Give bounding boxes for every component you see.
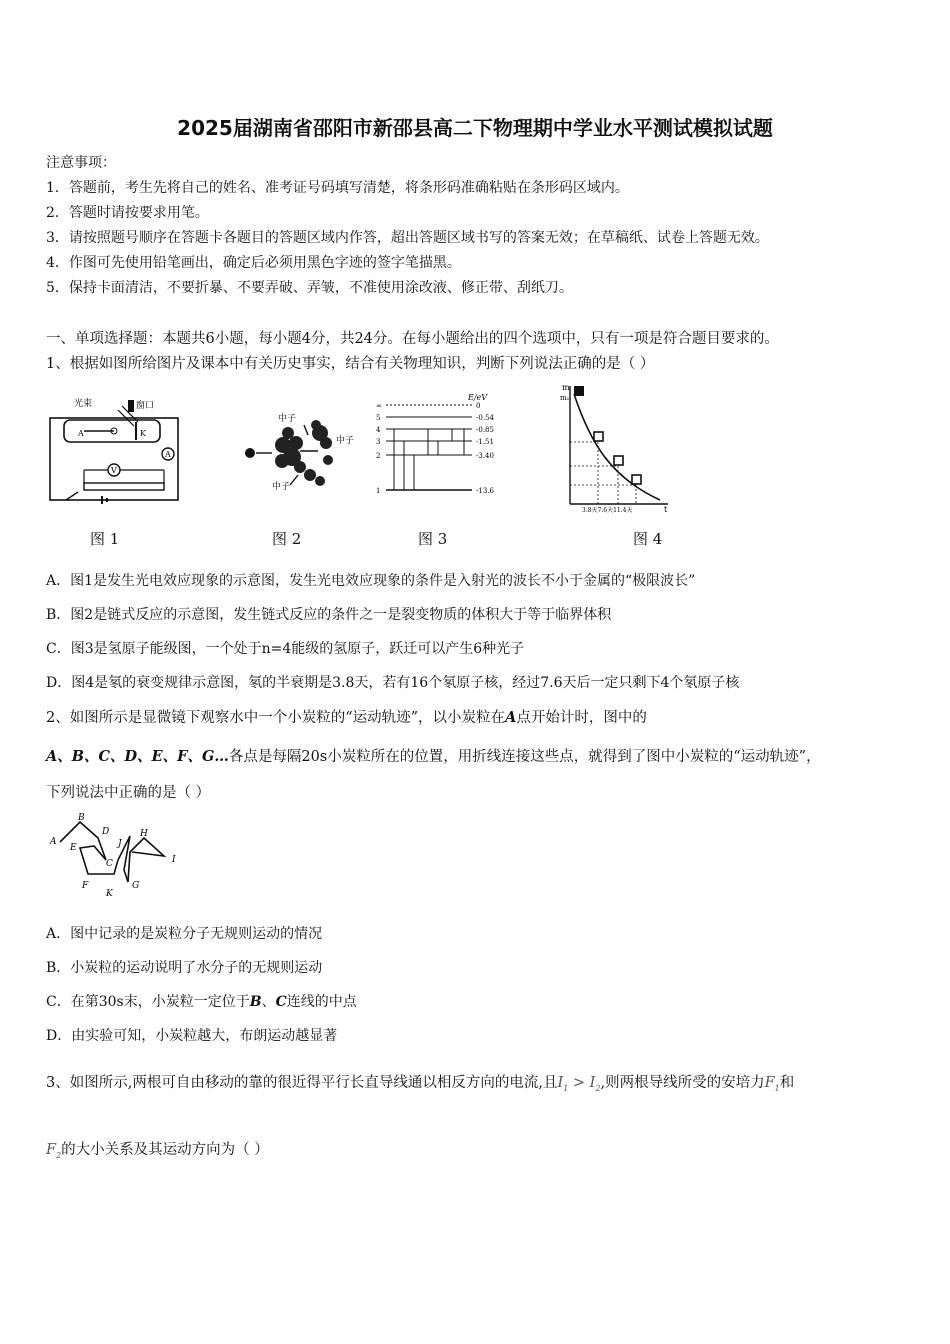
fig4-m0: m₀ [560,394,570,402]
q3-stem-line-2: $F_2$的大小关系及其运动方向为（ ） [46,1142,269,1160]
notice-item-2: 2．答题时请按要求用笔。 [46,205,209,221]
notice-item-1: 1．答题前，考生先将自己的姓名、准考证号码填写清楚，将条形码准确粘贴在条形码区域内。 [46,180,629,196]
section-heading: 一、单项选择题：本题共6小题，每小题4分，共24分。在每小题给出的四个选项中，只有一项是符合题目要求的。 [46,331,779,347]
q1-option-c[interactable]: C．图3是氢原子能级图，一个处于n=4能级的氢原子，跃迁可以产生6种光子 [46,641,525,657]
notice-item-4: 4．作图可先使用铅笔画出，确定后必须用黑色字迹的签字笔描黑。 [46,255,461,271]
point-f: F [82,881,89,891]
point-d: D [102,827,110,837]
point-j: J [118,839,122,849]
q2-option-a[interactable]: A．图中记录的是炭粒分子无规则运动的情况 [46,926,323,942]
fig3-level-1: 1 [376,487,381,495]
fig3-level-2: 2 [376,452,381,460]
svg-text:A: A [165,450,171,459]
fig3-energy-1: -13.6 [476,487,494,495]
notice-heading: 注意事项： [46,155,116,171]
fig3-energy-2: -3.40 [476,452,494,460]
q2-stem-line-1: 2、如图所示是显微镜下观察水中一个小炭粒的“运动轨迹”，以小炭粒在A点开始计时，图中的 [46,709,647,726]
page-title: 2025届湖南省邵阳市新邵县高二下物理期中学业水平测试模拟试题 [177,116,773,140]
fig3-energy-levels [372,390,502,502]
fig4-caption: 图 4 [633,530,663,548]
fig3-energy-3: -1.51 [476,438,494,446]
point-h: H [140,829,148,839]
q2-option-d[interactable]: D．由实验可知，小炭粒越大，布朗运动越显著 [46,1028,338,1044]
q1-stem: 1、根据如图所给图片及课本中有关历史事实，结合有关物理知识，判断下列说法正确的是（ ） [46,356,655,372]
svg-text:V: V [111,466,117,475]
q3-stem-line-1: 3、如图所示,两根可自由移动的靠的很近得平行长直导线通以相反方向的电流,且$I_1 > I_2$,则两根导线所受的安培力$F_1$和 [46,1075,795,1093]
math-f1: $F_1$ [764,1075,780,1093]
fig4-axis-m: m [562,383,570,392]
fig3-level-3: 3 [376,438,381,446]
fig3-level-inf: ∞ [376,402,382,410]
fig1-photoelectric-circuit [44,392,184,510]
q2-stem-line-2: A、B、C、D、E、F、G…各点是每隔20s小炭粒所在的位置，用折线连接这些点，就得到了图中小炭粒的“运动轨迹”， [46,748,821,765]
math-f2: $F_2$ [46,1142,62,1160]
fig3-caption: 图 3 [418,530,448,548]
point-g: G [132,881,140,891]
notice-item-5: 5．保持卡面清洁，不要折暴、不要弄破、弄皱，不准使用涂改液、修正带、刮纸刀。 [46,280,573,296]
q1-option-b[interactable]: B．图2是链式反应的示意图，发生链式反应的条件之一是裂变物质的体积大于等于临界体积 [46,607,612,623]
fig3-unit: E/eV [468,393,488,402]
fig1-anode-label: A [78,429,84,438]
q1-option-a[interactable]: A．图1是发生光电效应现象的示意图，发生光电效应现象的条件是入射光的波长不小于金属的“极限波长” [46,573,696,589]
fig2-neutron-label-2: 中子 [336,436,355,446]
q2-option-b[interactable]: B．小炭粒的运动说明了水分子的无规则运动 [46,960,323,976]
point-k: K [106,889,113,899]
point-e: E [70,843,77,853]
fig3-energy-5: -0.54 [476,414,494,422]
point-c: C [106,859,113,869]
fig2-neutron-label-3: 中子 [272,482,291,492]
fig1-cathode-label: K [140,429,146,438]
fig4-axis-t: t [664,505,668,514]
fig2-neutron-label-1: 中子 [278,414,297,424]
point-b: B [78,813,85,823]
fig3-energy-4: -0.85 [476,426,494,434]
fig2-caption: 图 2 [272,530,302,548]
rheostat-icon [84,483,164,490]
q2-stem-line-3: 下列说法中正确的是（ ） [46,785,211,801]
math-i1: $I_1$ [557,1075,569,1093]
math-i2: $I_2$ [589,1075,601,1093]
fig1-caption: 图 1 [90,530,120,548]
fig3-level-4: 4 [376,426,381,434]
q1-option-d[interactable]: D．图4是氡的衰变规律示意图，氡的半衰期是3.8天，若有16个氡原子核，经过7.6天后一定只剩下4个氡原子核 [46,675,740,691]
fig3-level-5: 5 [376,414,381,422]
point-i: I [172,855,176,865]
q2-option-c[interactable]: C．在第30s末，小炭粒一定位于B、C连线的中点 [46,994,357,1010]
notice-item-3: 3．请按照题号顺序在答题卡各题目的答题区域内作答，超出答题区域书写的答案无效；在草稿纸、试卷上答题无效。 [46,230,769,246]
point-a: A [50,837,57,847]
fig1-window-label: 窗口 [136,401,155,411]
fig4-decay-curve [560,382,675,514]
fig4-ticks: 3.8天7.6天11.4天 [582,507,633,514]
fig2-chain-reaction [238,405,358,497]
fig1-light-label: 光束 [74,399,93,409]
q2-brownian-path [44,808,194,902]
fig3-energy-inf: 0 [476,402,481,410]
